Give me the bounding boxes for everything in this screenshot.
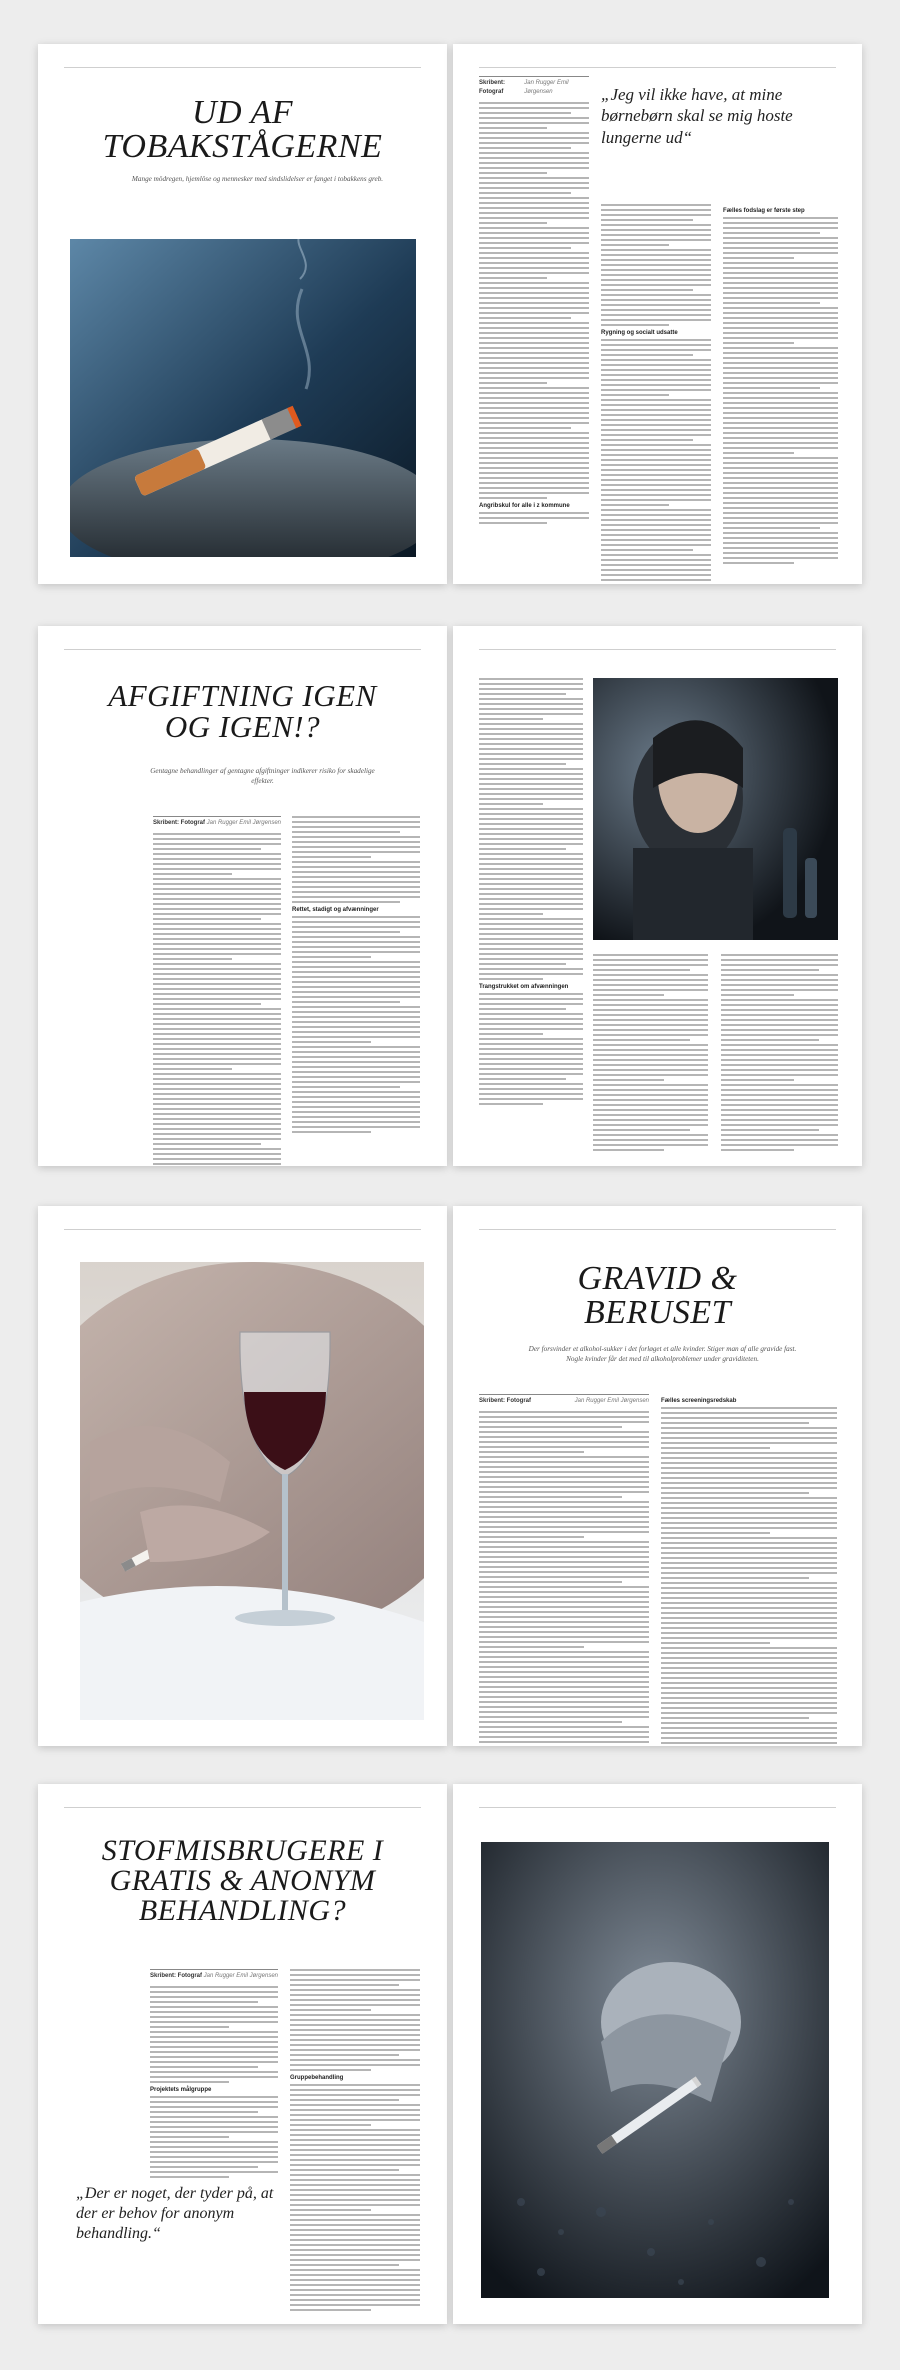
deck-text: Mange mödregen, hjemlöse og mennesker med sindslidelser er fanget i tobakkens greb.	[131, 175, 384, 183]
running-header	[64, 58, 421, 68]
pull-quote: „Der er noget, der tyder på, at der er behov for anonym behandling.“	[76, 2185, 274, 2242]
body-text	[479, 993, 583, 1105]
article-column	[593, 954, 708, 1154]
spread-tobacco	[38, 44, 862, 584]
headline	[493, 1262, 822, 1330]
subhead: Projektets målgruppe	[150, 2087, 212, 2093]
body-text	[153, 833, 281, 1166]
subhead: Rettet, stadigt og afvænninger	[292, 907, 379, 913]
article-column	[479, 678, 583, 1108]
headline	[48, 1836, 437, 1926]
left-page	[38, 44, 447, 584]
subhead: Gruppebehandling	[290, 2075, 344, 2081]
left-page	[38, 1206, 447, 1746]
byline-role: Skribent: Fotograf	[479, 80, 506, 95]
pull-quote: „Jeg vil ikke have, at mine børnebørn skal se mig hoste lungerne ud“	[601, 85, 793, 147]
byline-names: Jan Rugger Emil Jørgensen	[203, 1973, 278, 1979]
article-column	[723, 204, 838, 567]
headline-line: UD AF	[191, 94, 294, 131]
article-column	[661, 1394, 837, 1746]
right-page	[453, 1206, 862, 1746]
article-column	[290, 1969, 420, 2314]
body-text	[479, 678, 583, 980]
left-page	[38, 1784, 447, 2324]
wine-glass-photo	[80, 1262, 424, 1720]
cigarette-photo	[70, 239, 416, 557]
running-header	[479, 58, 836, 68]
body-text	[290, 1969, 420, 2071]
article-column	[479, 76, 589, 527]
body-text	[601, 204, 711, 326]
byline-role: Skribent: Fotograf	[150, 1973, 202, 1979]
headline	[58, 96, 427, 164]
headline-line: AFGIFTNING IGEN	[108, 678, 377, 713]
body-text	[479, 512, 589, 524]
body-text	[150, 1986, 278, 2083]
spread-pregnant	[38, 1206, 862, 1746]
spread-drug-users	[38, 1784, 862, 2324]
running-header	[479, 1798, 836, 1808]
article-column	[721, 954, 838, 1154]
right-page	[453, 1784, 862, 2324]
byline-role: Skribent: Fotograf	[153, 820, 205, 826]
headline	[48, 680, 437, 742]
byline-names: Jan Rugger Emil Jørgensen	[574, 1398, 649, 1404]
running-header	[479, 1220, 836, 1230]
running-header	[64, 1798, 421, 1808]
despair-photo	[593, 678, 838, 940]
subhead: Angribskul for alle i z kommune	[479, 503, 570, 509]
right-page	[453, 626, 862, 1166]
byline	[479, 76, 589, 97]
body-text	[150, 2096, 278, 2178]
headline-line: TOBAKSTÅGERNE	[102, 128, 383, 165]
deck-text: Der forsvinder et alkohol-sukker i det forløget et alle kvinder. Stiger man af alle gravide fast. Nogle kvinder får det med til alkoholproblemer under graviditeten.	[528, 1345, 797, 1364]
article-column	[292, 816, 420, 1136]
byline-names: Jan Rugger Emil Jørgensen	[206, 820, 281, 826]
headline-line: BERUSET	[583, 1294, 732, 1331]
article-column	[479, 1394, 649, 1746]
left-page	[38, 626, 447, 1166]
running-header	[64, 640, 421, 650]
body-text	[479, 102, 589, 499]
headline-line: GRAVID &	[577, 1260, 738, 1297]
article-column	[601, 204, 711, 584]
deck-text: Gentagne behandlinger af gentagne afgiftninger indikerer risiko for skadelige effekter.	[150, 767, 375, 786]
subhead: Rygning og socialt udsatte	[601, 330, 678, 336]
headline-line: BEHANDLING?	[138, 1894, 347, 1927]
byline	[150, 1969, 278, 1981]
spread-detox	[38, 626, 862, 1166]
headline-line: STOFMISBRUGERE I	[101, 1834, 384, 1867]
headline-line: OG IGEN!?	[164, 709, 321, 744]
running-header	[64, 1220, 421, 1230]
body-text	[292, 816, 420, 903]
body-text	[292, 916, 420, 1133]
subhead: Fælles fodslag er første step	[723, 208, 805, 214]
drug-user-photo	[481, 1842, 829, 2298]
body-text	[290, 2084, 420, 2311]
right-page	[453, 44, 862, 584]
body-text	[721, 954, 838, 1151]
body-text	[661, 1407, 837, 1746]
body-text	[479, 1411, 649, 1746]
body-text	[601, 339, 711, 584]
byline	[479, 1394, 649, 1406]
subhead: Fælles screeningsredskab	[661, 1398, 737, 1404]
running-header	[479, 640, 836, 650]
byline-names: Jan Rugger Emil Jørgensen	[524, 80, 569, 95]
article-column	[153, 816, 281, 1166]
body-text	[723, 217, 838, 564]
article-column	[150, 1969, 278, 2181]
byline	[153, 816, 281, 828]
byline-role: Skribent: Fotograf	[479, 1398, 531, 1404]
headline-line: GRATIS & ANONYM	[109, 1864, 376, 1897]
body-text	[593, 954, 708, 1151]
subhead: Trangstrukket om afvænningen	[479, 984, 569, 990]
